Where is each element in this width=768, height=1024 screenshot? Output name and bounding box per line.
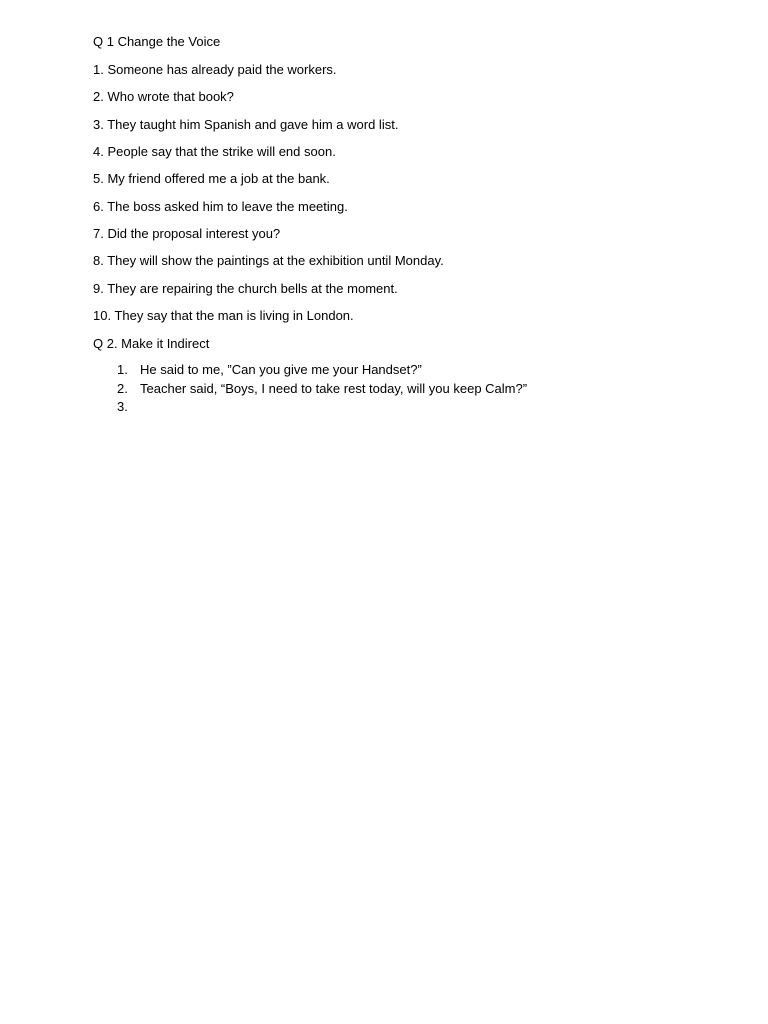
q2-item-3-number: 3. <box>117 399 128 414</box>
q1-item-4: 4. People say that the strike will end soon. <box>93 144 336 159</box>
q1-item-6: 6. The boss asked him to leave the meeting. <box>93 199 348 214</box>
q1-item-8: 8. They will show the paintings at the exhibition until Monday. <box>93 253 444 268</box>
q1-item-5: 5. My friend offered me a job at the bank. <box>93 171 330 186</box>
q2-item-2-number: 2. <box>117 381 128 396</box>
q1-item-3: 3. They taught him Spanish and gave him a word list. <box>93 117 399 132</box>
q2-item-2-text: Teacher said, “Boys, I need to take rest today, will you keep Calm?” <box>140 381 528 396</box>
q1-heading: Q 1 Change the Voice <box>93 34 221 49</box>
q1-item-1: 1. Someone has already paid the workers. <box>93 62 337 77</box>
q1-item-2: 2. Who wrote that book? <box>93 89 234 104</box>
q2-heading: Q 2. Make it Indirect <box>93 336 210 351</box>
q2-item-1-number: 1. <box>117 362 128 377</box>
q1-item-10: 10. They say that the man is living in London. <box>93 308 354 323</box>
q2-item-1-text: He said to me, ”Can you give me your Handset?” <box>140 362 422 377</box>
q1-item-9: 9. They are repairing the church bells at the moment. <box>93 281 398 296</box>
q1-item-7: 7. Did the proposal interest you? <box>93 226 281 241</box>
